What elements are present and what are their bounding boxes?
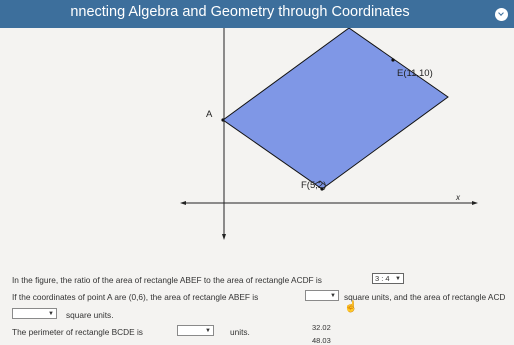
question-area-suffix: square units, and the area of rectangle ACD	[344, 292, 506, 302]
label-x: x	[456, 193, 460, 202]
area-abef-dropdown[interactable]	[305, 290, 339, 301]
y-axis-arrow-down	[222, 234, 226, 240]
question-square-units: square units.	[66, 310, 114, 320]
ratio-dropdown[interactable]	[372, 273, 404, 284]
label-f: F(5,2)	[301, 180, 327, 191]
perimeter-dropdown[interactable]	[177, 325, 214, 336]
header-bar	[0, 0, 514, 28]
chevron-down-icon: ▼	[48, 311, 54, 317]
coordinate-figure	[0, 28, 514, 250]
chevron-down-icon: ▼	[395, 276, 401, 282]
area-acdf-dropdown[interactable]	[12, 308, 57, 319]
dropdown-option[interactable]: 32.02	[312, 323, 331, 332]
label-a: A	[206, 109, 213, 120]
question-perimeter-text: The perimeter of rectangle BCDE is	[12, 327, 143, 337]
x-axis-arrow-right	[472, 201, 478, 205]
question-area-text: If the coordinates of point A are (0,6), the area of rectangle ABEF is	[12, 292, 259, 302]
ratio-value: 3 : 4	[375, 274, 390, 283]
dropdown-option[interactable]: 48.03	[312, 336, 331, 345]
question-units-suffix: units.	[230, 327, 250, 337]
point-e	[391, 58, 394, 61]
collapse-chevron-icon[interactable]	[495, 8, 508, 21]
chevron-down-icon: ▼	[330, 293, 336, 299]
label-e: E(11,10)	[397, 68, 433, 79]
chevron-down-icon: ▼	[205, 328, 211, 334]
x-axis-arrow-left	[180, 201, 186, 205]
question-ratio-text: In the figure, the ratio of the area of rectangle ABEF to the area of rectangle ACDF is	[12, 275, 322, 285]
rectangle-acdf	[223, 28, 448, 189]
hand-cursor-icon: ☝	[344, 301, 358, 313]
page-title: nnecting Algebra and Geometry through Coordinates	[70, 4, 410, 20]
